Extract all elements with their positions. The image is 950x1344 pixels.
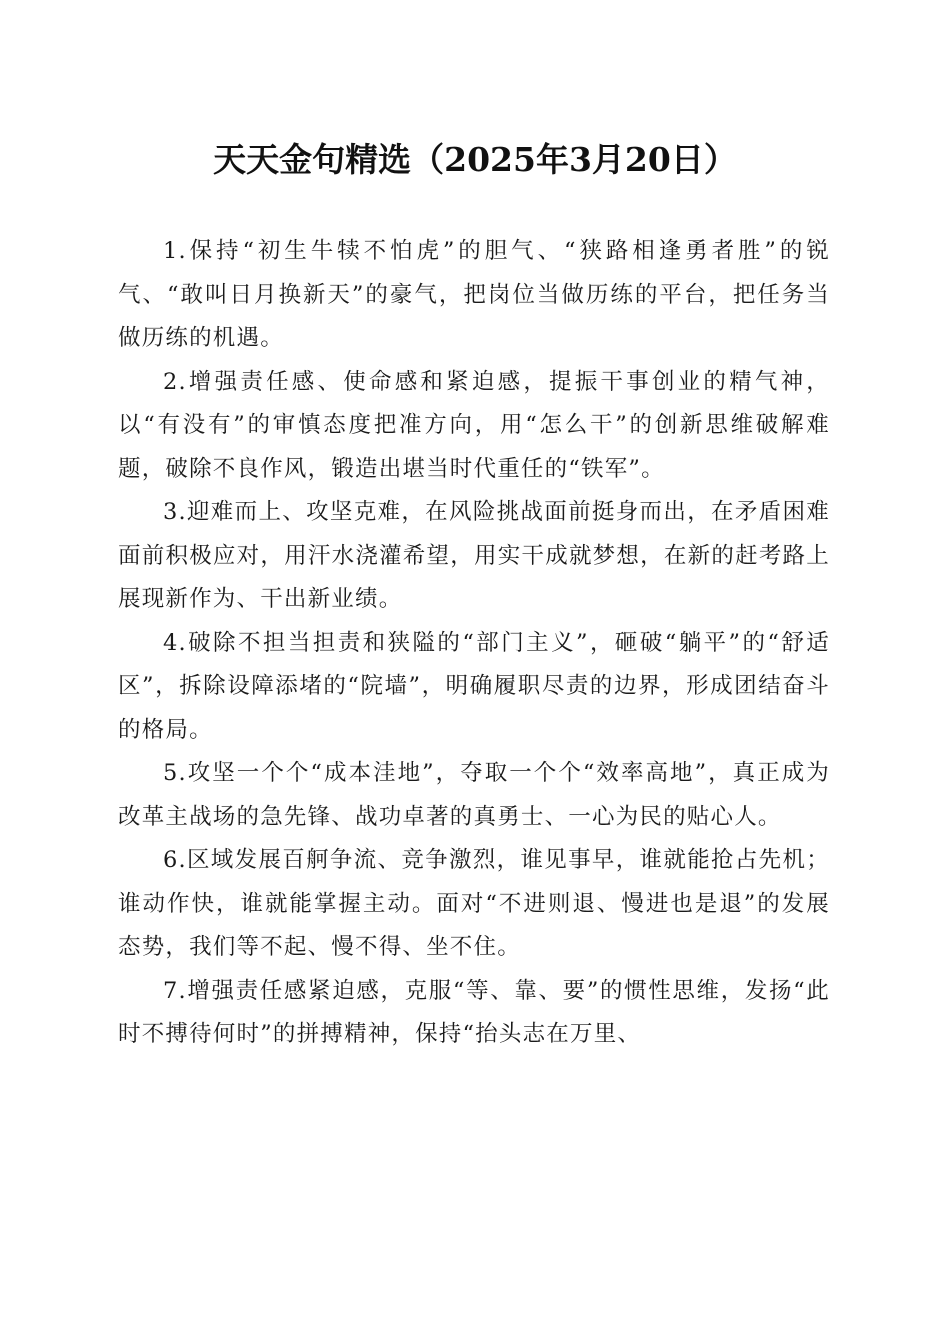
document-body [118, 230, 830, 1057]
paragraph-4: 4.破除不担当担责和狭隘的“部门主义”，砸破“躺平”的“舒适区”，拆除设障添堵的“院墙”，明确履职尽责的边界，形成团结奋斗的格局。 [118, 629, 830, 743]
paragraph-1: 1.保持“初生牛犊不怕虎”的胆气、“狭路相逢勇者胜”的锐气、“敢叫日月换新天”的豪气，把岗位当做历练的平台，把任务当做历练的机遇。 [118, 238, 830, 351]
paragraph-2: 2.增强责任感、使命感和紧迫感，提振干事创业的精气神，以“有没有”的审慎态度把准方向，用“怎么干”的创新思维破解难题，破除不良作风，锻造出堪当时代重任的“铁军”。 [118, 368, 830, 482]
paragraph-6: 6.区域发展百舸争流、竞争激烈，谁见事早，谁就能抢占先机；谁动作快，谁就能掌握主动。面对“不进则退、慢进也是退”的发展态势，我们等不起、慢不得、坐不住。 [118, 847, 830, 960]
paragraph-7: 7.增强责任感紧迫感，克服“等、靠、要”的惯性思维，发扬“此时不搏待何时”的拼搏精神，保持“抬头志在万里、 [118, 977, 830, 1047]
paragraph-5: 5.攻坚一个个“成本洼地”，夺取一个个“效率高地”，真正成为改革主战场的急先锋、战功卓著的真勇士、一心为民的贴心人。 [118, 760, 830, 830]
document-title: 天天金句精选（2025年3月20日） [213, 140, 737, 179]
paragraph-3: 3.迎难而上、攻坚克难，在风险挑战面前挺身而出，在矛盾困难面前积极应对，用汗水浇灌希望，用实干成就梦想，在新的赶考路上展现新作为、干出新业绩。 [118, 499, 830, 612]
